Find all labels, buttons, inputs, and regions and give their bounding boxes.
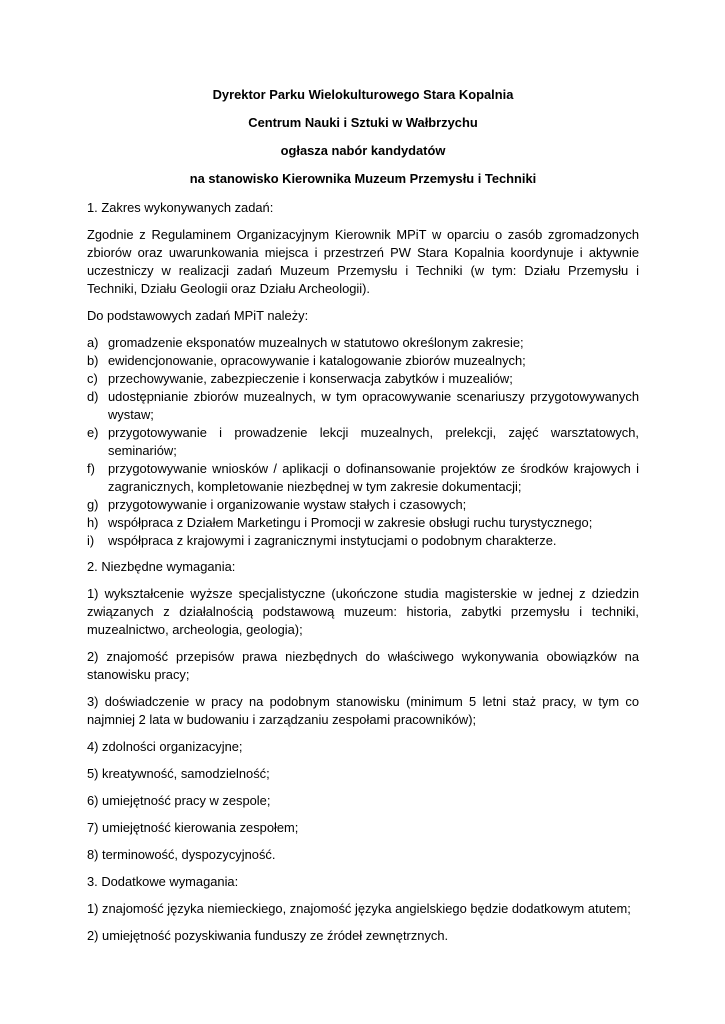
task-marker: g) [87,497,99,512]
task-marker: h) [87,515,99,530]
header-line-1: Dyrektor Parku Wielokulturowego Stara Kopalnia [212,87,514,102]
requirement-item: 2) znajomość przepisów prawa niezbędnych do właściwego wykonywania obowiązków na stanowisku pracy; [87,649,639,682]
requirement-item: 5) kreatywność, samodzielność; [87,766,270,781]
task-item [87,424,639,460]
additional-requirement-item: 2) umiejętność pozyskiwania funduszy ze źródeł zewnętrznych. [87,928,449,943]
section-1-intro: Zgodnie z Regulaminem Organizacyjnym Kierownik MPiT w oparciu o zasób zgromadzonych zbiorów oraz uwarunkowania miejsca i przestrzeń PW Stara Kopalnia koordynuje i aktywnie uczestniczy w realizacji zadań Muzeum Przemysłu i Techniki (w tym: Działu Przemysłu i Techniki, Działu Geologii oraz Działu Archeologii). [87,227,639,296]
task-marker: f) [87,461,95,476]
task-item [87,370,639,388]
requirement-item: 1) wykształcenie wyższe specjalistyczne (ukończone studia magisterskie w jednej z dziedzin związanych z działalnością podstawową muzeum: historia, zabytki przemysłu i techniki, muzealnictwo, archeologia, geologia); [87,586,639,637]
section-2-heading: 2. Niezbędne wymagania: [87,559,236,574]
additional-requirement-item: 1) znajomość języka niemieckiego, znajomość języka angielskiego będzie dodatkowym atutem; [87,901,631,916]
task-text: przechowywanie, zabezpieczenie i konserwacja zabytków i muzealiów; [108,371,513,386]
task-item [87,388,639,424]
task-text: przygotowywanie i organizowanie wystaw stałych i czasowych; [108,497,467,512]
task-marker: a) [87,335,99,350]
header-line-2: Centrum Nauki i Sztuki w Wałbrzychu [248,115,478,130]
requirement-item: 7) umiejętność kierowania zespołem; [87,820,299,835]
section-3-heading: 3. Dodatkowe wymagania: [87,874,239,889]
task-item [87,352,639,370]
task-marker: b) [87,353,99,368]
task-text: przygotowywanie i prowadzenie lekcji muzealnych, prelekcji, zajęć warsztatowych, seminariów; [108,425,639,458]
requirement-item: 4) zdolności organizacyjne; [87,739,243,754]
task-text: współpraca z krajowymi i zagranicznymi instytucjami o podobnym charakterze. [108,533,557,548]
requirement-item: 8) terminowość, dyspozycyjność. [87,847,276,862]
requirement-item: 6) umiejętność pracy w zespole; [87,793,271,808]
task-marker: i) [87,533,95,548]
task-text: ewidencjonowanie, opracowywanie i katalogowanie zbiorów muzealnych; [108,353,526,368]
tasks-list [87,334,639,550]
task-item [87,514,639,532]
task-item [87,532,639,550]
task-marker: c) [87,371,98,386]
task-text: gromadzenie eksponatów muzealnych w statutowo określonym zakresie; [108,335,524,350]
task-item [87,334,639,352]
task-marker: e) [87,425,99,440]
document-body [87,86,639,954]
task-text: współpraca z Działem Marketingu i Promocji w zakresie obsługi ruchu turystycznego; [108,515,593,530]
requirement-item: 3) doświadczenie w pracy na podobnym stanowisku (minimum 5 letni staż pracy, w tym co najmniej 2 lata w budowaniu i zarządzaniu zespołami pracowników); [87,694,639,727]
task-marker: d) [87,389,99,404]
task-item [87,496,639,514]
task-item [87,460,639,496]
header-line-3: ogłasza nabór kandydatów [280,143,446,158]
task-text: udostępnianie zbiorów muzealnych, w tym opracowywanie scenariuszy przygotowywanych wystaw; [108,389,639,422]
task-text: przygotowywanie wniosków / aplikacji o dofinansowanie projektów ze środków krajowych i zagranicznych, kompletowanie niezbędnej w tym zakresie dokumentacji; [108,461,639,494]
section-1-heading: 1. Zakres wykonywanych zadań: [87,200,274,215]
header-line-4: na stanowisko Kierownika Muzeum Przemysłu i Techniki [189,171,537,186]
tasks-heading: Do podstawowych zadań MPiT należy: [87,308,309,323]
